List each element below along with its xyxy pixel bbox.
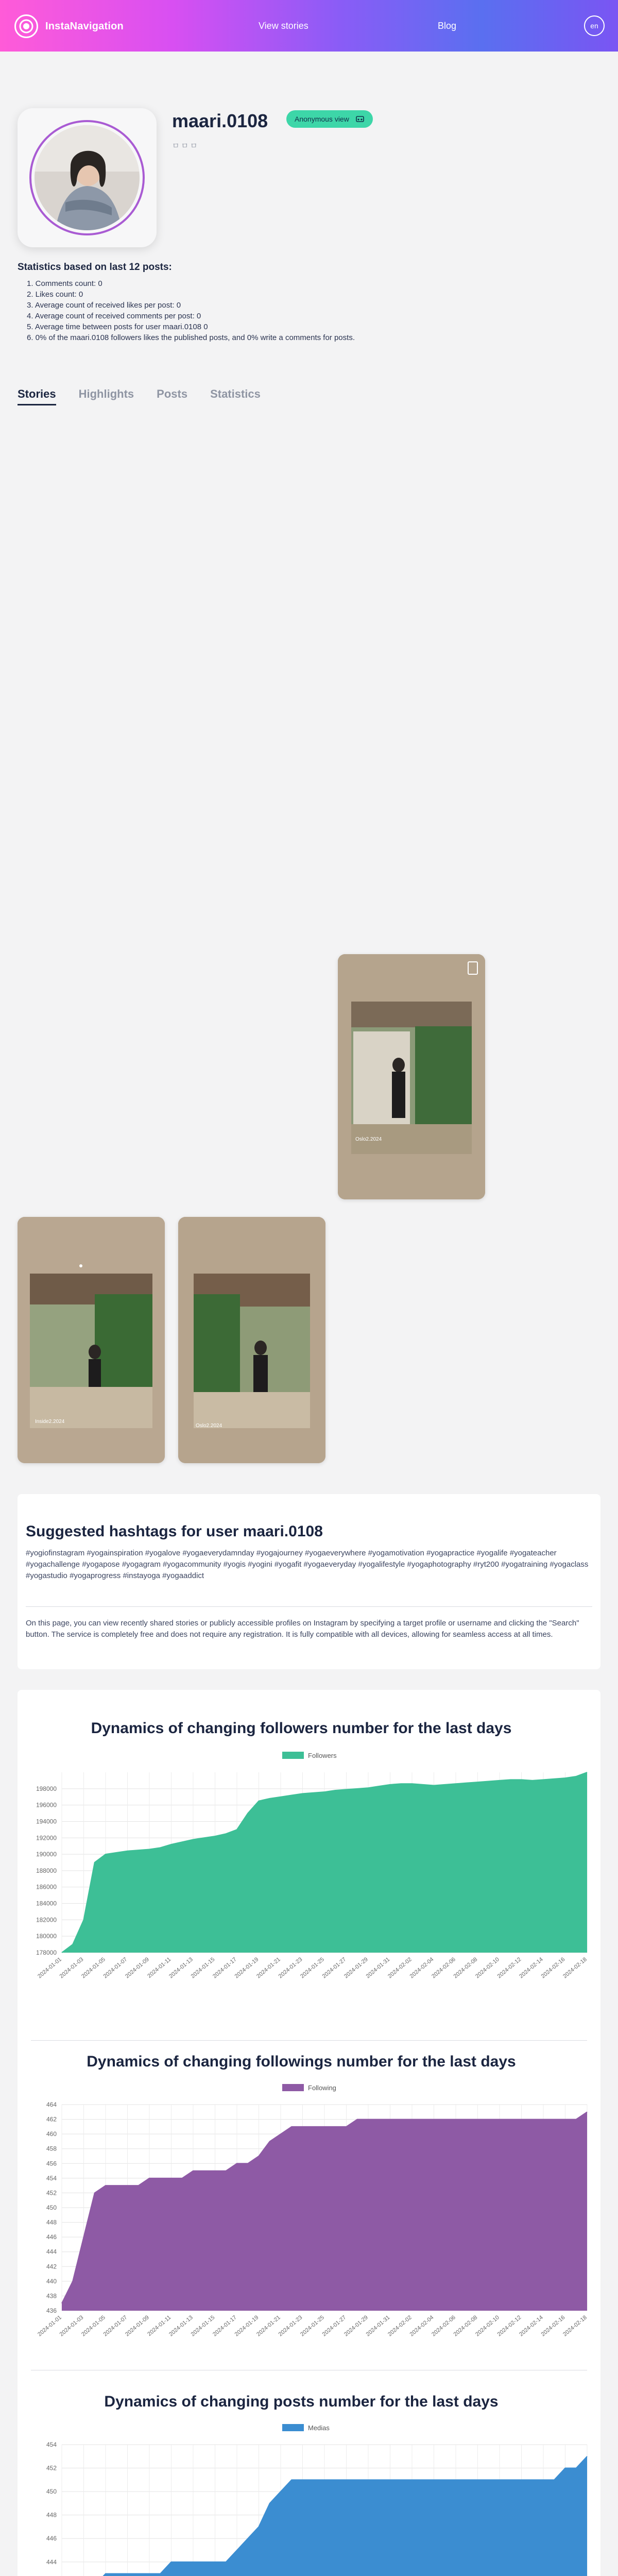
y-tick-label: 454 <box>46 2174 57 2182</box>
x-tick-label: 2024-01-13 <box>168 1956 194 1980</box>
profile-bio: ㅁㅁㅁ <box>172 142 199 150</box>
x-tick-label: 2024-01-21 <box>255 1956 282 1980</box>
stats-item: 3. Average count of received likes per post: 0 <box>27 301 181 310</box>
stats-list <box>27 278 355 343</box>
anonymous-view-badge[interactable] <box>286 110 373 128</box>
logo-icon <box>14 14 38 38</box>
chart-title: Dynamics of changing posts number for the last days <box>104 2393 499 2410</box>
y-tick-label: 186000 <box>36 1883 57 1891</box>
tab-highlights[interactable]: Highlights <box>78 387 134 400</box>
stats-title: Statistics based on last 12 posts: <box>18 262 172 273</box>
language-button[interactable]: en <box>584 15 605 36</box>
stats-item: 1. Comments count: 0 <box>27 279 102 288</box>
x-tick-label: 2024-01-17 <box>212 2314 238 2338</box>
legend-swatch <box>282 1752 304 1759</box>
stats-item: 5. Average time between posts for user maari.0108 0 <box>27 323 208 331</box>
x-tick-label: 2024-02-12 <box>496 2314 523 2338</box>
x-tick-label: 2024-01-17 <box>212 1956 238 1980</box>
x-tick-label: 2024-01-05 <box>80 2314 107 2338</box>
x-tick-label: 2024-01-31 <box>365 2314 391 2338</box>
y-tick-label: 450 <box>46 2488 57 2496</box>
x-tick-label: 2024-01-15 <box>190 2314 216 2338</box>
y-tick-label: 456 <box>46 2160 57 2167</box>
y-tick-label: 442 <box>46 2263 57 2270</box>
chart-title: Dynamics of changing followers number for the last days <box>91 1720 512 1737</box>
y-tick-label: 192000 <box>36 1834 57 1842</box>
x-tick-label: 2024-01-03 <box>58 2314 85 2338</box>
x-tick-label: 2024-02-08 <box>452 2314 479 2338</box>
x-tick-label: 2024-01-15 <box>190 1956 216 1980</box>
tab-statistics[interactable]: Statistics <box>210 387 261 400</box>
y-tick-label: 448 <box>46 2511 57 2519</box>
y-tick-label: 458 <box>46 2145 57 2153</box>
legend-label: Medias <box>308 2424 330 2432</box>
x-tick-label: 2024-02-02 <box>387 1956 413 1980</box>
x-tick-label: 2024-01-09 <box>124 1956 150 1980</box>
y-tick-label: 444 <box>46 2558 57 2566</box>
y-tick-label: 446 <box>46 2535 57 2543</box>
x-tick-label: 2024-02-18 <box>562 1956 588 1980</box>
logo[interactable] <box>14 14 124 38</box>
y-tick-label: 194000 <box>36 1818 57 1825</box>
x-tick-label: 2024-02-06 <box>431 1956 457 1980</box>
x-tick-label: 2024-02-12 <box>496 1956 523 1980</box>
avatar-card <box>18 108 157 247</box>
avatar-ring <box>29 120 145 235</box>
legend-swatch <box>282 2084 304 2091</box>
logo-text: InstaNavigation <box>45 20 124 32</box>
y-tick-label: 188000 <box>36 1867 57 1874</box>
x-tick-label: 2024-02-10 <box>474 2314 501 2338</box>
x-tick-label: 2024-01-31 <box>365 1956 391 1980</box>
x-tick-label: 2024-02-04 <box>408 1956 435 1980</box>
x-tick-label: 2024-02-16 <box>540 2314 566 2338</box>
story-card[interactable] <box>338 954 485 1199</box>
about-text: On this page, you can view recently shared stories or publicly accessible profiles on Instagram by specifying a target profile or username and clicking the "Search" button. The service is completely free and does not require any registration. It is fully compatible with all devices, allowing for seamless access at all times. <box>26 1619 579 1639</box>
x-tick-label: 2024-01-03 <box>58 1956 85 1980</box>
area-series <box>62 1772 587 1953</box>
x-tick-label: 2024-01-27 <box>321 2314 348 2338</box>
profile-tabs <box>18 387 283 405</box>
x-tick-label: 2024-01-01 <box>37 2314 63 2338</box>
y-tick-label: 464 <box>46 2101 57 2108</box>
y-tick-label: 182000 <box>36 1916 57 1924</box>
story-progress-dot <box>79 1264 82 1267</box>
x-tick-label: 2024-01-25 <box>299 1956 325 1980</box>
hashtags-text: #yogiofinstagram #yogainspiration #yogalove #yogaeverydamnday #yogajourney #yogaeverywhere #yogamotivation #yogapractice #yogalife #yogateacher #yogachallenge #yogapose #yogagram #yogacommunity #yogis #yogini #yogafit #yogaeveryday #yogalifestyle #yogaphotography #ryt200 #yogatraining #yogaclass #yogastudio #yogaprogress #instayoga #yogaaddict <box>26 1549 589 1580</box>
x-tick-label: 2024-01-05 <box>80 1956 107 1980</box>
x-tick-label: 2024-02-02 <box>387 2314 413 2338</box>
y-tick-label: 462 <box>46 2115 57 2123</box>
posts-chart <box>0 2419 618 2576</box>
y-tick-label: 452 <box>46 2189 57 2197</box>
y-tick-label: 450 <box>46 2204 57 2211</box>
x-tick-label: 2024-01-21 <box>255 2314 282 2338</box>
x-tick-label: 2024-01-23 <box>277 1956 304 1980</box>
story-caption: Oslo2.2024 <box>355 1137 382 1142</box>
x-tick-label: 2024-01-29 <box>343 1956 369 1980</box>
hashtags-card <box>18 1494 600 1669</box>
x-tick-label: 2024-01-29 <box>343 2314 369 2338</box>
incognito-icon <box>355 115 365 125</box>
x-tick-label: 2024-01-27 <box>321 1956 348 1980</box>
y-tick-label: 446 <box>46 2233 57 2241</box>
y-tick-label: 184000 <box>36 1900 57 1907</box>
y-tick-label: 460 <box>46 2130 57 2138</box>
hashtags-title: Suggested hashtags for user maari.0108 <box>26 1523 323 1540</box>
legend-label: Following <box>308 2084 336 2092</box>
x-tick-label: 2024-01-07 <box>102 1956 129 1980</box>
story-card[interactable] <box>18 1217 165 1463</box>
followings-chart <box>0 2079 618 2352</box>
x-tick-label: 2024-02-16 <box>540 1956 566 1980</box>
anonymous-view-label: Anonymous view <box>295 115 349 123</box>
x-tick-label: 2024-01-13 <box>168 2314 194 2338</box>
divider <box>26 1606 592 1607</box>
x-tick-label: 2024-01-11 <box>146 1956 173 1979</box>
x-tick-label: 2024-02-10 <box>474 1956 501 1980</box>
story-caption: Oslo2.2024 <box>196 1423 222 1429</box>
legend-swatch <box>282 2424 304 2431</box>
x-tick-label: 2024-01-09 <box>124 2314 150 2338</box>
y-tick-label: 180000 <box>36 1933 57 1940</box>
tab-posts[interactable]: Posts <box>157 387 188 400</box>
chart-title: Dynamics of changing followings number for the last days <box>87 2053 516 2070</box>
followers-chart <box>0 1747 618 1994</box>
stats-item: 2. Likes count: 0 <box>27 290 83 299</box>
y-tick-label: 440 <box>46 2277 57 2285</box>
divider <box>31 2040 587 2041</box>
y-tick-label: 448 <box>46 2218 57 2226</box>
y-tick-label: 196000 <box>36 1801 57 1809</box>
story-video-icon <box>468 961 478 975</box>
y-tick-label: 438 <box>46 2292 57 2300</box>
tab-stories[interactable]: Stories <box>18 387 56 405</box>
x-tick-label: 2024-02-04 <box>408 2314 435 2338</box>
x-tick-label: 2024-02-08 <box>452 1956 479 1980</box>
x-tick-label: 2024-01-25 <box>299 2314 325 2338</box>
avatar <box>35 125 140 230</box>
legend-label: Followers <box>308 1752 337 1759</box>
x-tick-label: 2024-02-06 <box>431 2314 457 2338</box>
y-tick-label: 452 <box>46 2464 57 2472</box>
x-tick-label: 2024-02-18 <box>562 2314 588 2338</box>
username: maari.0108 <box>172 110 268 131</box>
x-tick-label: 2024-02-14 <box>518 2314 544 2338</box>
x-tick-label: 2024-02-14 <box>518 1956 544 1980</box>
y-tick-label: 454 <box>46 2441 57 2448</box>
x-tick-label: 2024-01-07 <box>102 2314 129 2338</box>
x-tick-label: 2024-01-19 <box>233 1956 260 1980</box>
x-tick-label: 2024-01-19 <box>233 2314 260 2338</box>
y-tick-label: 198000 <box>36 1785 57 1792</box>
area-series <box>62 2112 587 2311</box>
stats-item: 4. Average count of received comments per post: 0 <box>27 312 201 320</box>
x-tick-label: 2024-01-01 <box>37 1956 63 1980</box>
stats-item: 6. 0% of the maari.0108 followers likes the published posts, and 0% write a comments for posts. <box>27 333 355 342</box>
x-tick-label: 2024-01-23 <box>277 2314 304 2338</box>
y-tick-label: 190000 <box>36 1851 57 1858</box>
y-tick-label: 178000 <box>36 1949 57 1956</box>
y-tick-label: 444 <box>46 2248 57 2256</box>
top-header <box>0 0 618 52</box>
nav-blog[interactable]: Blog <box>438 21 457 31</box>
y-tick-label: 436 <box>46 2307 57 2314</box>
story-card[interactable] <box>178 1217 325 1463</box>
x-tick-label: 2024-01-11 <box>146 2314 173 2337</box>
nav-view-stories[interactable]: View stories <box>259 21 308 31</box>
story-caption: Inside2.2024 <box>35 1419 65 1425</box>
